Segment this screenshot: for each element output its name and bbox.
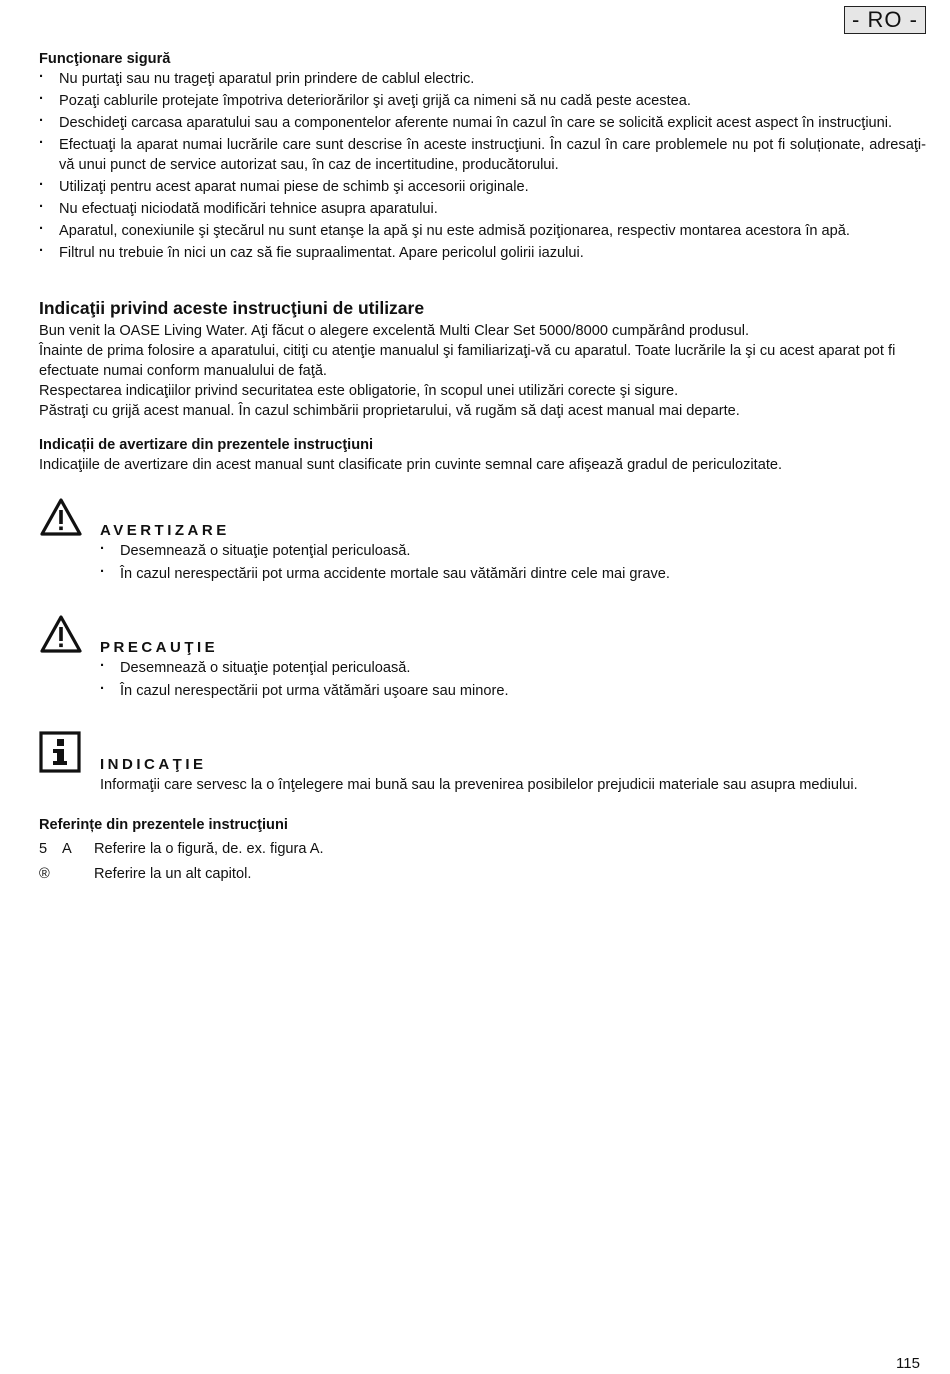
list-item: · Efectuaţi la aparat numai lucrările care sunt descrise în aceste instrucţiuni. În cazul în care problemele nu pot fi soluționate, adresaţi-vă unui punct de service autorizat sau, în caz de incertitudine, producătorului. <box>39 135 926 175</box>
paragraph: Bun venit la OASE Living Water. Aţi făcut o alegere excelentă Multi Clear Set 5000/8000 cumpărând produsul. <box>39 323 750 339</box>
reference-text: Referire la o figură, de. ex. figura A. <box>94 841 324 857</box>
warning-list <box>100 541 926 584</box>
instructions-notes-section <box>39 297 926 421</box>
section-title-instructions: Indicaţii privind aceste instrucţiuni de utilizare <box>39 298 425 318</box>
section-title-safe-operation: Funcţionare sigură <box>39 51 171 67</box>
note-notice <box>39 731 926 795</box>
reference-row <box>39 864 926 889</box>
paragraph: Păstraţi cu grijă acest manual. În cazul schimbării proprietarului, vă rugăm să daţi acest manual mai departe. <box>39 403 740 419</box>
reference-row <box>39 839 926 864</box>
warning-triangle-icon <box>39 614 83 654</box>
section-title-warnings: Indicații de avertizare din prezentele instrucţiuni <box>39 437 374 453</box>
reference-text: Referire la un alt capitol. <box>94 866 252 882</box>
notice-label-warning: AVERTIZARE <box>100 522 230 539</box>
list-item: · Filtrul nu trebuie în nici un caz să fie supraalimentat. Apare pericolul golirii iazului. <box>39 243 926 263</box>
list-item: · Aparatul, conexiunile şi ştecărul nu sunt etanşe la apă şi nu este admisă poziţionarea, respectiv montarea acestora în apă. <box>39 221 926 241</box>
list-item: · Desemnează o situaţie potenţial periculoasă. <box>100 541 926 561</box>
caution-list <box>100 658 926 701</box>
info-icon <box>39 731 81 773</box>
language-badge: - RO - <box>844 6 926 34</box>
list-item: · Nu efectuaţi niciodată modificări tehnice asupra aparatului. <box>39 199 926 219</box>
warnings-section <box>39 435 926 795</box>
list-item: · Deschideţi carcasa aparatului sau a componentelor aferente numai în cazul în care se solicită explicit acest aspect în instrucţiuni. <box>39 113 926 133</box>
warning-triangle-icon <box>39 497 83 537</box>
notice-label-note: INDICAŢIE <box>100 756 207 773</box>
notice-label-caution: PRECAUŢIE <box>100 639 219 656</box>
note-text: Informaţii care servesc la o înţelegere mai bună sau la prevenirea posibilelor prejudicii materiale sau asupra mediului. <box>100 777 858 793</box>
paragraph: Înainte de prima folosire a aparatului, citiţi cu atenţie manualul şi familiarizaţi-vă cu aparatul. Toate lucrările la şi cu acest aparat pot fi efectuate numai conform manualului de faţă. <box>39 343 896 379</box>
page-number: 115 <box>896 1355 920 1372</box>
warnings-intro: Indicaţiile de avertizare din acest manual sunt clasificate prin cuvinte semnal care afişează gradul de periculozitate. <box>39 457 783 473</box>
safe-operation-list <box>39 69 926 263</box>
caution-notice <box>39 614 926 701</box>
safe-operation-section <box>39 49 926 263</box>
list-item: · Utilizaţi pentru acest aparat numai piese de schimb şi accesorii originale. <box>39 177 926 197</box>
references-section <box>39 815 926 889</box>
page-content <box>39 49 926 889</box>
reference-symbol: 5 <box>39 841 48 857</box>
section-title-references: Referințe din prezentele instrucţiuni <box>39 817 288 833</box>
list-item: · În cazul nerespectării pot urma accidente mortale sau vătămări dintre cele mai grave. <box>100 564 926 584</box>
list-item: · Nu purtaţi sau nu trageţi aparatul prin prindere de cablul electric. <box>39 69 926 89</box>
paragraph: Respectarea indicaţiilor privind securitatea este obligatorie, în scopul unei utilizări corecte şi sigure. <box>39 383 679 399</box>
list-item: · Pozaţi cablurile protejate împotriva deteriorărilor şi aveţi grijă ca nimeni să nu cadă peste acestea. <box>39 91 926 111</box>
reference-symbol: ® <box>39 866 50 882</box>
list-item: · În cazul nerespectării pot urma vătămări uşoare sau minore. <box>100 681 926 701</box>
list-item: · Desemnează o situaţie potenţial periculoasă. <box>100 658 926 678</box>
reference-letter: A <box>62 841 72 857</box>
warning-notice <box>39 497 926 584</box>
